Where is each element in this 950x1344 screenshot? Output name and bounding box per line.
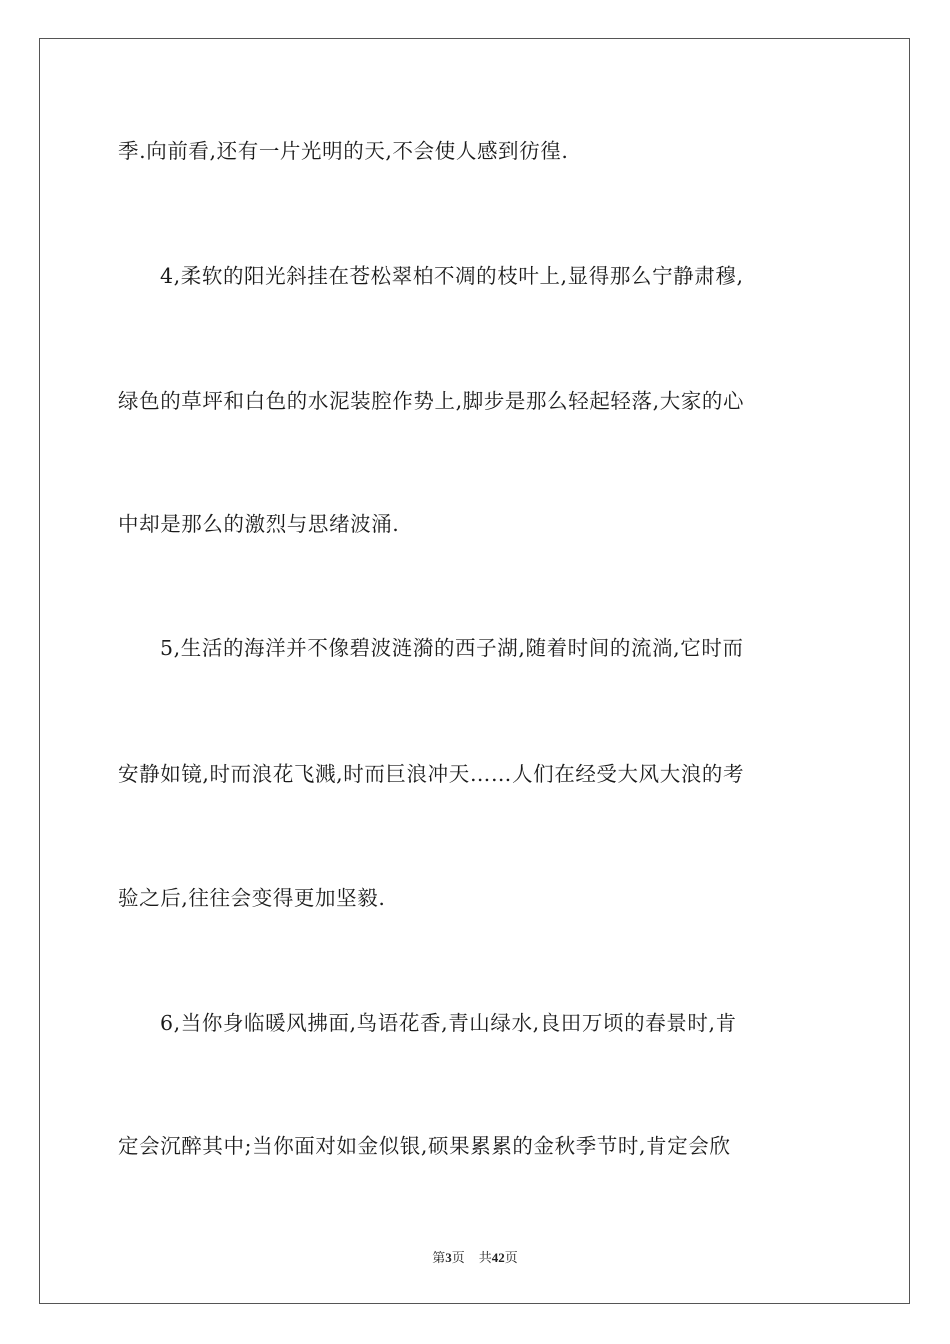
text-line: 6,当你身临暖风拂面,鸟语花香,青山绿水,良田万顷的春景时,肯 [160,1011,737,1035]
text-line: 5,生活的海洋并不像碧波涟漪的西子湖,随着时间的流淌,它时而 [160,636,744,660]
text-line: 4,柔软的阳光斜挂在苍松翠柏不凋的枝叶上,显得那么宁静肃穆, [160,264,744,288]
total-pages: 42 [491,1250,505,1265]
page-prefix: 第 [432,1250,446,1265]
text-line: 安静如镜,时而浪花飞溅,时而巨浪冲天……人们在经受大风大浪的考 [118,762,745,786]
text-line: 中却是那么的激烈与思绪波涌. [118,512,400,536]
text-line: 验之后,往往会变得更加坚毅. [118,886,386,910]
total-prefix: 共 [478,1250,492,1265]
text-line: 季.向前看,还有一片光明的天,不会使人感到彷徨. [118,139,569,163]
page-number: 3 [445,1250,452,1265]
text-line: 定会沉醉其中;当你面对如金似银,硕果累累的金秋季节时,肯定会欣 [118,1134,731,1158]
text-line: 绿色的草坪和白色的水泥装腔作势上,脚步是那么轻起轻落,大家的心 [118,389,745,413]
page-footer [0,1247,950,1266]
page-suffix: 页 [451,1250,465,1265]
total-suffix: 页 [504,1250,518,1265]
page-border [39,38,910,1304]
